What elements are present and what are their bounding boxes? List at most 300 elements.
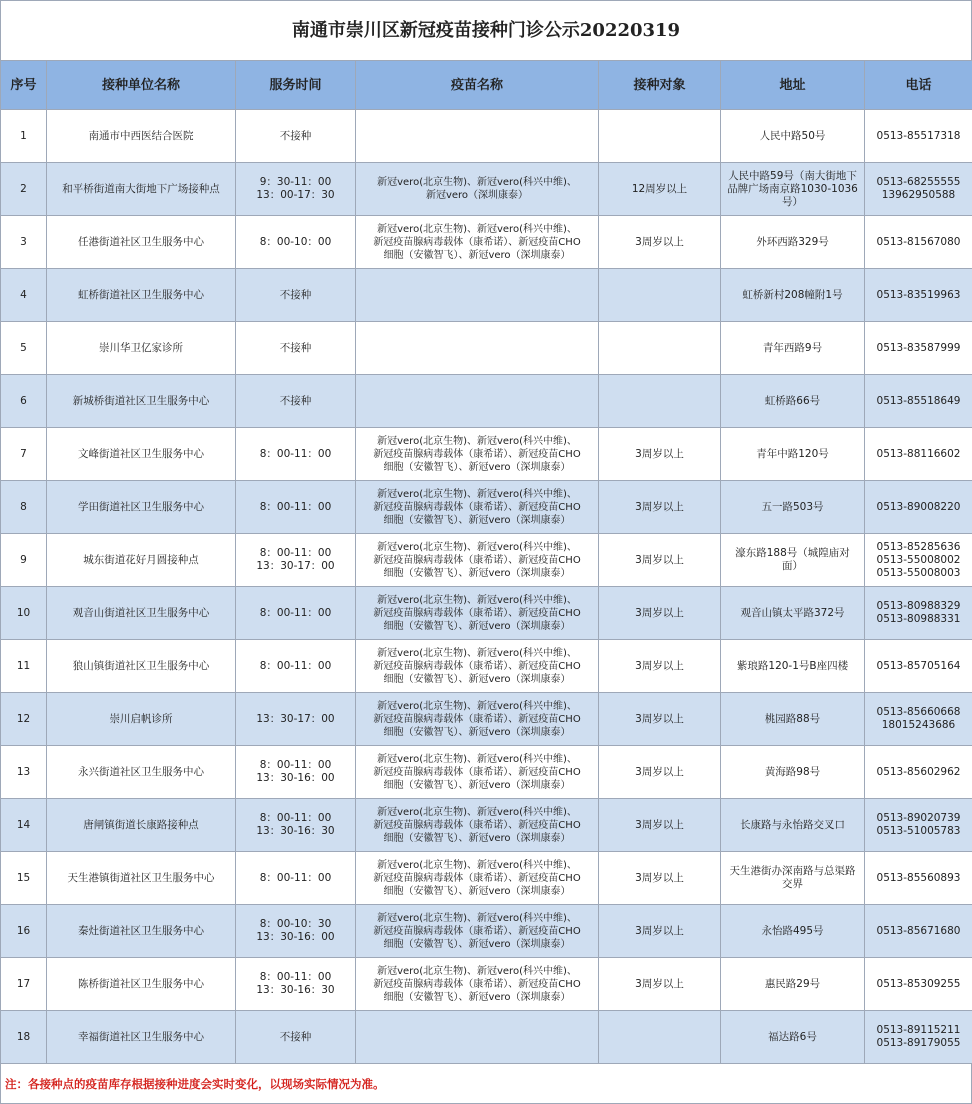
cell-phone (865, 852, 972, 905)
cell-vaccine-line: 新冠疫苗腺病毒载体（康希诺）、新冠疫苗CHO (358, 872, 596, 885)
cell-phone (865, 375, 972, 428)
cell-address (721, 640, 865, 693)
cell-target (599, 375, 721, 428)
col-header-vaccine: 疫苗名称 (356, 61, 599, 110)
cell-unit-name-text: 虹桥街道社区卫生服务中心 (78, 289, 204, 301)
cell-service-time (236, 852, 356, 905)
cell-phone-line: 0513-85560893 (868, 872, 969, 885)
cell-unit-name-text: 天生港镇街道社区卫生服务中心 (68, 872, 215, 884)
cell-service-time (236, 163, 356, 216)
cell-vaccine-line: 新冠疫苗腺病毒载体（康希诺）、新冠疫苗CHO (358, 660, 596, 673)
cell-target-text: 3周岁以上 (635, 872, 684, 884)
cell-phone-line: 0513-85285636 (868, 541, 969, 554)
cell-target (599, 322, 721, 375)
cell-target (599, 852, 721, 905)
cell-vaccine (356, 375, 599, 428)
cell-unit-name-text: 观音山街道社区卫生服务中心 (73, 607, 210, 619)
cell-vaccine-line: 新冠vero（深圳康泰） (358, 189, 596, 202)
cell-unit-name (47, 428, 236, 481)
cell-address-line: 外环西路329号 (724, 236, 861, 249)
cell-phone (865, 587, 972, 640)
cell-address (721, 534, 865, 587)
cell-address-line: 福达路6号 (724, 1031, 861, 1044)
cell-address (721, 587, 865, 640)
cell-unit-name (47, 534, 236, 587)
cell-vaccine (356, 852, 599, 905)
cell-phone-line: 0513-81567080 (868, 236, 969, 249)
cell-address-line: 品牌广场南京路1030-1036 (724, 183, 861, 196)
col-header-target: 接种对象 (599, 61, 721, 110)
cell-service-time (236, 1011, 356, 1064)
cell-vaccine (356, 693, 599, 746)
cell-unit-name (47, 799, 236, 852)
cell-phone-line: 13962950588 (868, 189, 969, 202)
cell-target-text: 3周岁以上 (635, 607, 684, 619)
cell-no-text: 6 (20, 395, 27, 407)
cell-target-text: 3周岁以上 (635, 713, 684, 725)
cell-unit-name-text: 幸福街道社区卫生服务中心 (78, 1031, 204, 1043)
table-row (1, 481, 972, 534)
cell-vaccine-line: 新冠vero(北京生物)、新冠vero(科兴中维)、 (358, 488, 596, 501)
cell-service-time (236, 216, 356, 269)
cell-vaccine (356, 534, 599, 587)
cell-no-text: 12 (17, 713, 30, 725)
cell-vaccine-line: 新冠疫苗腺病毒载体（康希诺）、新冠疫苗CHO (358, 236, 596, 249)
cell-service-time-line: 13：30-16：00 (239, 931, 352, 944)
cell-vaccine (356, 746, 599, 799)
cell-unit-name (47, 958, 236, 1011)
cell-phone (865, 693, 972, 746)
cell-phone-line: 0513-85660668 (868, 706, 969, 719)
cell-no (1, 481, 47, 534)
cell-target (599, 428, 721, 481)
cell-address-line: 号） (724, 196, 861, 209)
cell-unit-name-text: 秦灶街道社区卫生服务中心 (78, 925, 204, 937)
cell-service-time (236, 693, 356, 746)
cell-unit-name (47, 269, 236, 322)
cell-vaccine (356, 269, 599, 322)
cell-no (1, 746, 47, 799)
cell-vaccine-line: 新冠vero(北京生物)、新冠vero(科兴中维)、 (358, 859, 596, 872)
cell-unit-name (47, 852, 236, 905)
cell-phone-line: 0513-89179055 (868, 1037, 969, 1050)
cell-unit-name (47, 587, 236, 640)
cell-unit-name (47, 693, 236, 746)
table-row (1, 110, 972, 163)
cell-phone-line: 0513-85517318 (868, 130, 969, 143)
cell-address (721, 693, 865, 746)
page-title: 南通市崇川区新冠疫苗接种门诊公示20220319 (0, 0, 972, 60)
cell-no (1, 640, 47, 693)
cell-no-text: 8 (20, 501, 27, 513)
cell-unit-name (47, 481, 236, 534)
cell-unit-name (47, 163, 236, 216)
cell-service-time-line: 不接种 (239, 289, 352, 302)
cell-vaccine-line: 新冠vero(北京生物)、新冠vero(科兴中维)、 (358, 541, 596, 554)
cell-no (1, 534, 47, 587)
cell-service-time-line: 13：30-17：00 (239, 560, 352, 573)
cell-no-text: 4 (20, 289, 27, 301)
cell-vaccine-line: 新冠vero(北京生物)、新冠vero(科兴中维)、 (358, 435, 596, 448)
cell-service-time-line: 13：30-16：30 (239, 825, 352, 838)
table-row (1, 640, 972, 693)
cell-target-text: 3周岁以上 (635, 660, 684, 672)
col-header-unit: 接种单位名称 (47, 61, 236, 110)
cell-service-time-line: 13：30-17：00 (239, 713, 352, 726)
cell-vaccine-line: 细胞（安徽智飞）、新冠vero（深圳康泰） (358, 779, 596, 792)
clinic-table (0, 60, 972, 1064)
cell-service-time-line: 8：00-11：00 (239, 812, 352, 825)
cell-no (1, 163, 47, 216)
cell-no-text: 10 (17, 607, 30, 619)
cell-address (721, 852, 865, 905)
cell-address (721, 746, 865, 799)
cell-vaccine (356, 905, 599, 958)
cell-vaccine-line: 细胞（安徽智飞）、新冠vero（深圳康泰） (358, 885, 596, 898)
cell-target (599, 269, 721, 322)
cell-address (721, 428, 865, 481)
cell-no-text: 13 (17, 766, 30, 778)
cell-service-time (236, 428, 356, 481)
cell-target-text: 3周岁以上 (635, 925, 684, 937)
cell-no-text: 9 (20, 554, 27, 566)
cell-phone (865, 746, 972, 799)
cell-phone-line: 0513-85518649 (868, 395, 969, 408)
cell-no (1, 693, 47, 746)
cell-unit-name (47, 905, 236, 958)
cell-vaccine-line: 新冠vero(北京生物)、新冠vero(科兴中维)、 (358, 594, 596, 607)
cell-address (721, 481, 865, 534)
table-row (1, 163, 972, 216)
cell-no-text: 16 (17, 925, 30, 937)
table-row (1, 428, 972, 481)
cell-no (1, 110, 47, 163)
cell-no-text: 15 (17, 872, 30, 884)
cell-service-time-line: 8：00-11：00 (239, 872, 352, 885)
cell-vaccine-line: 新冠vero(北京生物)、新冠vero(科兴中维)、 (358, 647, 596, 660)
cell-vaccine-line: 新冠疫苗腺病毒载体（康希诺）、新冠疫苗CHO (358, 978, 596, 991)
cell-service-time (236, 110, 356, 163)
cell-service-time-line: 8：00-11：00 (239, 759, 352, 772)
cell-vaccine (356, 481, 599, 534)
cell-vaccine (356, 428, 599, 481)
cell-target (599, 640, 721, 693)
cell-vaccine-line: 新冠疫苗腺病毒载体（康希诺）、新冠疫苗CHO (358, 819, 596, 832)
cell-target-text: 3周岁以上 (635, 501, 684, 513)
cell-target-text: 3周岁以上 (635, 819, 684, 831)
cell-service-time-line: 8：00-11：00 (239, 607, 352, 620)
cell-vaccine-line: 细胞（安徽智飞）、新冠vero（深圳康泰） (358, 673, 596, 686)
cell-vaccine (356, 216, 599, 269)
cell-no (1, 269, 47, 322)
cell-address-line: 黄海路98号 (724, 766, 861, 779)
cell-phone-line: 0513-83587999 (868, 342, 969, 355)
cell-vaccine-line: 新冠疫苗腺病毒载体（康希诺）、新冠疫苗CHO (358, 713, 596, 726)
cell-service-time (236, 534, 356, 587)
cell-phone (865, 958, 972, 1011)
cell-service-time-line: 不接种 (239, 395, 352, 408)
cell-unit-name (47, 110, 236, 163)
cell-no (1, 1011, 47, 1064)
cell-unit-name (47, 375, 236, 428)
cell-unit-name-text: 学田街道社区卫生服务中心 (78, 501, 204, 513)
cell-phone (865, 322, 972, 375)
col-header-phone: 电话 (865, 61, 972, 110)
cell-address (721, 269, 865, 322)
cell-unit-name-text: 城东街道花好月圆接种点 (83, 554, 199, 566)
cell-phone (865, 163, 972, 216)
table-row (1, 958, 972, 1011)
cell-phone (865, 428, 972, 481)
cell-address-line: 桃园路88号 (724, 713, 861, 726)
cell-no-text: 7 (20, 448, 27, 460)
cell-phone (865, 269, 972, 322)
cell-target (599, 216, 721, 269)
cell-phone (865, 110, 972, 163)
cell-phone-line: 0513-89115211 (868, 1024, 969, 1037)
cell-vaccine-line: 细胞（安徽智飞）、新冠vero（深圳康泰） (358, 832, 596, 845)
cell-unit-name-text: 南通市中西医结合医院 (89, 130, 194, 142)
cell-phone-line: 0513-80988329 (868, 600, 969, 613)
cell-phone-line: 0513-88116602 (868, 448, 969, 461)
cell-address-line: 虹桥路66号 (724, 395, 861, 408)
cell-service-time (236, 375, 356, 428)
cell-vaccine-line: 新冠疫苗腺病毒载体（康希诺）、新冠疫苗CHO (358, 501, 596, 514)
cell-phone-line: 0513-55008003 (868, 567, 969, 580)
cell-target-text: 3周岁以上 (635, 766, 684, 778)
cell-unit-name (47, 216, 236, 269)
cell-service-time-line: 不接种 (239, 1031, 352, 1044)
cell-unit-name-text: 任港街道社区卫生服务中心 (78, 236, 204, 248)
cell-target (599, 534, 721, 587)
col-header-address: 地址 (721, 61, 865, 110)
cell-unit-name (47, 322, 236, 375)
cell-address (721, 216, 865, 269)
cell-unit-name-text: 狼山镇街道社区卫生服务中心 (73, 660, 210, 672)
cell-service-time-line: 9：30-11：00 (239, 176, 352, 189)
cell-vaccine (356, 587, 599, 640)
cell-vaccine (356, 640, 599, 693)
cell-unit-name-text: 新城桥街道社区卫生服务中心 (73, 395, 210, 407)
cell-target (599, 587, 721, 640)
cell-address-line: 紫琅路120-1号B座四楼 (724, 660, 861, 673)
cell-target (599, 693, 721, 746)
cell-address-line: 长康路与永怡路交叉口 (724, 819, 861, 832)
cell-target (599, 958, 721, 1011)
cell-unit-name-text: 和平桥街道南大街地下广场接种点 (62, 183, 220, 195)
cell-phone (865, 640, 972, 693)
cell-phone-line: 0513-80988331 (868, 613, 969, 626)
cell-target-text: 3周岁以上 (635, 554, 684, 566)
cell-phone (865, 534, 972, 587)
cell-vaccine-line: 细胞（安徽智飞）、新冠vero（深圳康泰） (358, 726, 596, 739)
cell-service-time-line: 13：00-17：30 (239, 189, 352, 202)
cell-no-text: 18 (17, 1031, 30, 1043)
cell-phone-line: 0513-55008002 (868, 554, 969, 567)
cell-address-line: 人民中路50号 (724, 130, 861, 143)
cell-no (1, 852, 47, 905)
cell-address-line: 虹桥新村208幢附1号 (724, 289, 861, 302)
cell-no-text: 11 (17, 660, 30, 672)
cell-phone (865, 1011, 972, 1064)
cell-service-time (236, 322, 356, 375)
cell-service-time (236, 587, 356, 640)
cell-service-time-line: 8：00-11：00 (239, 660, 352, 673)
cell-service-time-line: 8：00-10：00 (239, 236, 352, 249)
cell-no-text: 5 (20, 342, 27, 354)
cell-service-time (236, 905, 356, 958)
cell-service-time (236, 746, 356, 799)
cell-phone (865, 905, 972, 958)
cell-unit-name-text: 永兴街道社区卫生服务中心 (78, 766, 204, 778)
cell-vaccine (356, 110, 599, 163)
table-body (1, 110, 972, 1064)
cell-address-line: 永怡路495号 (724, 925, 861, 938)
cell-service-time-line: 8：00-11：00 (239, 547, 352, 560)
cell-vaccine-line: 新冠vero(北京生物)、新冠vero(科兴中维)、 (358, 753, 596, 766)
cell-service-time (236, 958, 356, 1011)
cell-service-time-line: 13：30-16：30 (239, 984, 352, 997)
cell-phone (865, 799, 972, 852)
cell-service-time (236, 640, 356, 693)
cell-target (599, 163, 721, 216)
cell-address-line: 濠东路188号（城隍庙对 (724, 547, 861, 560)
cell-service-time-line: 不接种 (239, 130, 352, 143)
table-row (1, 905, 972, 958)
cell-unit-name (47, 746, 236, 799)
cell-address-line: 青年中路120号 (724, 448, 861, 461)
cell-address-line: 惠民路29号 (724, 978, 861, 991)
cell-service-time (236, 481, 356, 534)
table-row (1, 216, 972, 269)
cell-vaccine-line: 细胞（安徽智飞）、新冠vero（深圳康泰） (358, 938, 596, 951)
cell-phone-line: 0513-85602962 (868, 766, 969, 779)
cell-vaccine-line: 细胞（安徽智飞）、新冠vero（深圳康泰） (358, 991, 596, 1004)
table-header-row (1, 61, 972, 110)
cell-phone-line: 0513-89008220 (868, 501, 969, 514)
cell-address (721, 905, 865, 958)
cell-vaccine-line: 细胞（安徽智飞）、新冠vero（深圳康泰） (358, 567, 596, 580)
cell-address (721, 110, 865, 163)
cell-phone (865, 216, 972, 269)
cell-no (1, 958, 47, 1011)
cell-address (721, 958, 865, 1011)
cell-no-text: 17 (17, 978, 30, 990)
cell-address (721, 163, 865, 216)
cell-address-line: 五一路503号 (724, 501, 861, 514)
footnote: 注：各接种点的疫苗库存根据接种进度会实时变化，以现场实际情况为准。 (0, 1064, 972, 1104)
cell-service-time-line: 13：30-16：00 (239, 772, 352, 785)
cell-target-text: 3周岁以上 (635, 978, 684, 990)
cell-phone-line: 0513-85671680 (868, 925, 969, 938)
table-row (1, 375, 972, 428)
cell-unit-name-text: 唐闸镇街道长康路接种点 (83, 819, 199, 831)
cell-target-text: 3周岁以上 (635, 236, 684, 248)
cell-vaccine-line: 新冠疫苗腺病毒载体（康希诺）、新冠疫苗CHO (358, 607, 596, 620)
cell-target (599, 481, 721, 534)
cell-no (1, 375, 47, 428)
cell-target (599, 746, 721, 799)
table-row (1, 1011, 972, 1064)
cell-address-line: 面） (724, 560, 861, 573)
table-row (1, 852, 972, 905)
cell-address-line: 观音山镇太平路372号 (724, 607, 861, 620)
cell-address (721, 799, 865, 852)
cell-target-text: 3周岁以上 (635, 448, 684, 460)
table-row (1, 269, 972, 322)
cell-no-text: 2 (20, 183, 27, 195)
cell-unit-name (47, 1011, 236, 1064)
cell-no (1, 799, 47, 852)
cell-no-text: 14 (17, 819, 30, 831)
cell-service-time (236, 269, 356, 322)
cell-no-text: 1 (20, 130, 27, 142)
cell-service-time-line: 8：00-10：30 (239, 918, 352, 931)
cell-address (721, 375, 865, 428)
cell-vaccine-line: 新冠vero(北京生物)、新冠vero(科兴中维)、 (358, 176, 596, 189)
table-row (1, 322, 972, 375)
cell-vaccine-line: 新冠vero(北京生物)、新冠vero(科兴中维)、 (358, 223, 596, 236)
table-row (1, 693, 972, 746)
cell-service-time-line: 不接种 (239, 342, 352, 355)
cell-vaccine-line: 新冠vero(北京生物)、新冠vero(科兴中维)、 (358, 912, 596, 925)
cell-address-line: 青年西路9号 (724, 342, 861, 355)
cell-no-text: 3 (20, 236, 27, 248)
cell-address-line: 人民中路59号（南大街地下 (724, 170, 861, 183)
cell-target (599, 1011, 721, 1064)
cell-phone-line: 0513-85705164 (868, 660, 969, 673)
cell-vaccine-line: 新冠疫苗腺病毒载体（康希诺）、新冠疫苗CHO (358, 448, 596, 461)
cell-address (721, 322, 865, 375)
cell-service-time-line: 8：00-11：00 (239, 448, 352, 461)
cell-vaccine-line: 细胞（安徽智飞）、新冠vero（深圳康泰） (358, 514, 596, 527)
cell-vaccine-line: 细胞（安徽智飞）、新冠vero（深圳康泰） (358, 461, 596, 474)
cell-address-line: 交界 (724, 878, 861, 891)
cell-vaccine-line: 新冠疫苗腺病毒载体（康希诺）、新冠疫苗CHO (358, 766, 596, 779)
cell-phone-line: 0513-83519963 (868, 289, 969, 302)
cell-phone-line: 18015243686 (868, 719, 969, 732)
cell-vaccine-line: 新冠vero(北京生物)、新冠vero(科兴中维)、 (358, 965, 596, 978)
cell-phone-line: 0513-68255555 (868, 176, 969, 189)
cell-unit-name-text: 陈桥街道社区卫生服务中心 (78, 978, 204, 990)
cell-vaccine (356, 958, 599, 1011)
cell-address-line: 天生港街办深南路与总渠路 (724, 865, 861, 878)
cell-vaccine-line: 新冠疫苗腺病毒载体（康希诺）、新冠疫苗CHO (358, 925, 596, 938)
cell-target (599, 905, 721, 958)
cell-vaccine-line: 新冠疫苗腺病毒载体（康希诺）、新冠疫苗CHO (358, 554, 596, 567)
cell-unit-name-text: 崇川启帆诊所 (110, 713, 173, 725)
table-row (1, 799, 972, 852)
table-row (1, 587, 972, 640)
cell-target-text: 12周岁以上 (632, 183, 687, 195)
cell-address (721, 1011, 865, 1064)
cell-no (1, 905, 47, 958)
cell-vaccine-line: 新冠vero(北京生物)、新冠vero(科兴中维)、 (358, 806, 596, 819)
cell-target (599, 110, 721, 163)
cell-no (1, 428, 47, 481)
cell-vaccine-line: 细胞（安徽智飞）、新冠vero（深圳康泰） (358, 620, 596, 633)
cell-vaccine-line: 细胞（安徽智飞）、新冠vero（深圳康泰） (358, 249, 596, 262)
table-row (1, 534, 972, 587)
table-row (1, 746, 972, 799)
col-header-no: 序号 (1, 61, 47, 110)
cell-no (1, 587, 47, 640)
cell-service-time-line: 8：00-11：00 (239, 971, 352, 984)
cell-target (599, 799, 721, 852)
cell-phone (865, 481, 972, 534)
cell-phone-line: 0513-89020739 (868, 812, 969, 825)
cell-phone-line: 0513-85309255 (868, 978, 969, 991)
